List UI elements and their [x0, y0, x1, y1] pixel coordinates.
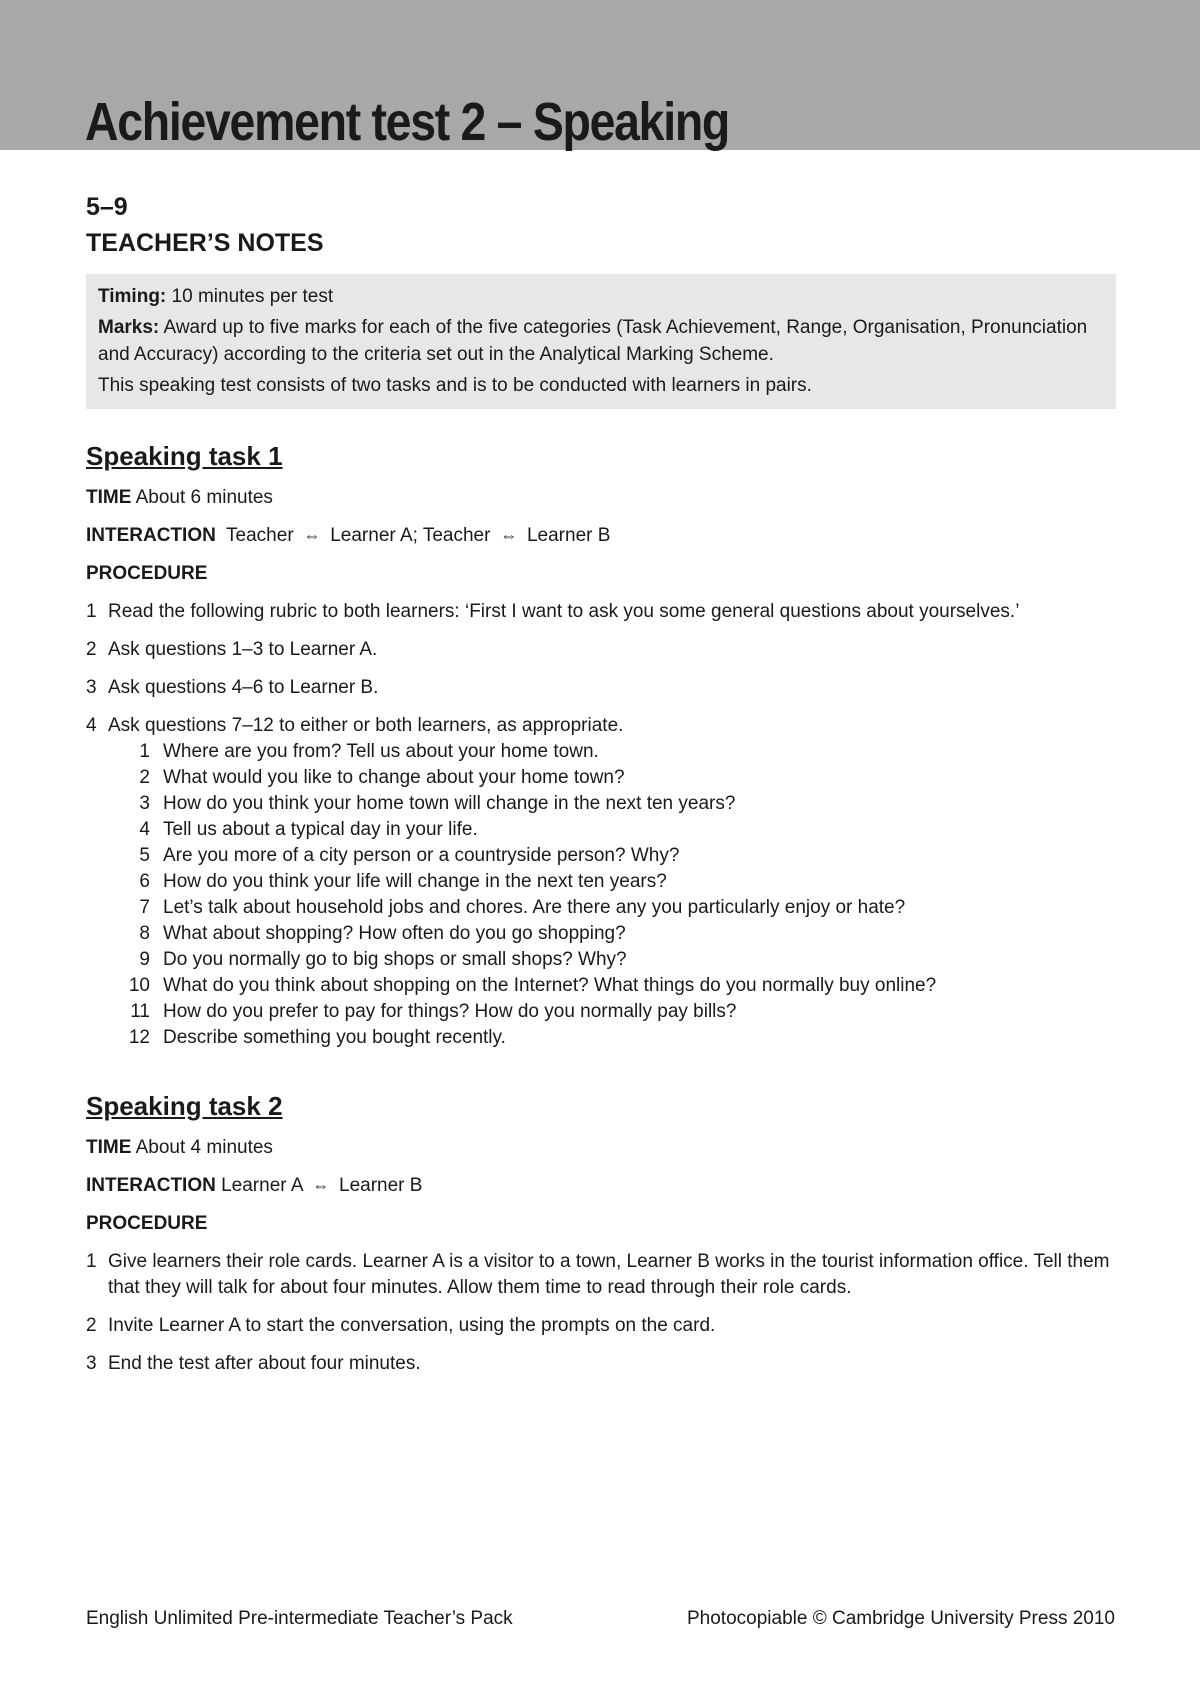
- procedure-step: [86, 637, 1116, 663]
- question-item: [108, 1025, 1116, 1051]
- question-text: Tell us about a typical day in your life.: [163, 819, 478, 840]
- question-list: [108, 739, 1116, 1051]
- question-item: [108, 895, 1116, 921]
- question-text: How do you think your life will change in the next ten years?: [163, 871, 667, 892]
- interaction-party: Teacher: [226, 525, 294, 546]
- question-text: How do you think your home town will change in the next ten years?: [163, 793, 736, 814]
- double-arrow-icon: ⇔: [500, 526, 518, 545]
- step-number: 1: [86, 1251, 97, 1272]
- procedure-step: [86, 1313, 1116, 1339]
- question-text: Do you normally go to big shops or small shops? Why?: [163, 949, 627, 970]
- procedure-label: PROCEDURE: [86, 1213, 208, 1234]
- question-item: [108, 765, 1116, 791]
- time-label: TIME: [86, 1137, 132, 1158]
- time-value: About 6 minutes: [135, 487, 273, 508]
- procedure-step: [86, 599, 1116, 625]
- page-title: Achievement test 2 – Speaking: [85, 92, 729, 152]
- question-number: 2: [139, 767, 150, 788]
- question-text: Are you more of a city person or a countryside person? Why?: [163, 845, 680, 866]
- marks-line: [98, 314, 1104, 368]
- interaction-label: INTERACTION: [86, 1175, 216, 1196]
- step-text: Ask questions 7–12 to either or both learners, as appropriate.: [108, 715, 624, 736]
- question-number: 9: [139, 949, 150, 970]
- pairs-note: This speaking test consists of two tasks and is to be conducted with learners in pairs.: [98, 375, 812, 396]
- task2-heading: Speaking task 2: [86, 1091, 283, 1121]
- interaction-party: Learner B: [526, 525, 611, 546]
- question-number: 8: [139, 923, 150, 944]
- question-item: [108, 739, 1116, 765]
- task2-time: [86, 1135, 1116, 1161]
- double-arrow-icon: ⇔: [303, 526, 321, 545]
- teachers-notes-title: TEACHER’S NOTES: [86, 229, 324, 257]
- question-text: What do you think about shopping on the Internet? What things do you normally buy online?: [163, 975, 937, 996]
- question-item: [108, 947, 1116, 973]
- interaction-party: Learner B: [339, 1175, 423, 1196]
- procedure-step: [86, 1351, 1116, 1377]
- question-item: [108, 973, 1116, 999]
- double-arrow-icon: ⇔: [312, 1176, 330, 1195]
- unit-range: 5–9: [86, 193, 128, 221]
- question-item: [108, 791, 1116, 817]
- question-number: 5: [139, 845, 150, 866]
- question-item: [108, 999, 1116, 1025]
- task1-interaction: [86, 523, 1116, 549]
- main-content: [86, 190, 1116, 1389]
- interaction-party: Learner A; Teacher: [330, 525, 491, 546]
- question-item: [108, 843, 1116, 869]
- question-number: 10: [128, 975, 150, 996]
- step-text: Give learners their role cards. Learner A is a visitor to a town, Learner B works in the tourist information office. Tell them that they will talk for about four minutes. Allow them time to read through their role cards.: [108, 1251, 1110, 1298]
- question-number: 12: [128, 1027, 150, 1048]
- step-text: Ask questions 4–6 to Learner B.: [108, 677, 379, 698]
- step-number: 1: [86, 601, 97, 622]
- question-number: 6: [139, 871, 150, 892]
- procedure-label: PROCEDURE: [86, 563, 208, 584]
- marks-label: Marks:: [98, 317, 160, 338]
- procedure-step: [86, 713, 1116, 1051]
- step-text: Read the following rubric to both learners: ‘First I want to ask you some general questions about yourselves.’: [108, 601, 1020, 622]
- question-number: 4: [139, 819, 150, 840]
- question-number: 7: [139, 897, 150, 918]
- question-text: Let’s talk about household jobs and chores. Are there any you particularly enjoy or hate?: [163, 897, 906, 918]
- footer-copyright: Photocopiable © Cambridge University Press 2010: [687, 1608, 1115, 1629]
- question-text: What would you like to change about your home town?: [163, 767, 625, 788]
- step-text: Ask questions 1–3 to Learner A.: [108, 639, 378, 660]
- interaction-party: Learner A: [221, 1175, 303, 1196]
- task1-steps: [86, 599, 1116, 1051]
- notes-box: [86, 274, 1116, 409]
- task2-interaction: [86, 1173, 1116, 1199]
- time-value: About 4 minutes: [135, 1137, 273, 1158]
- time-label: TIME: [86, 487, 132, 508]
- question-item: [108, 869, 1116, 895]
- question-item: [108, 921, 1116, 947]
- task1-time: [86, 485, 1116, 511]
- question-number: 3: [139, 793, 150, 814]
- step-number: 3: [86, 1353, 97, 1374]
- task2-steps: [86, 1249, 1116, 1377]
- step-text: End the test after about four minutes.: [108, 1353, 421, 1374]
- question-text: Where are you from? Tell us about your home town.: [163, 741, 599, 762]
- footer-publication: English Unlimited Pre-intermediate Teacher’s Pack: [86, 1608, 513, 1629]
- step-number: 2: [86, 1315, 97, 1336]
- step-number: 4: [86, 715, 97, 736]
- question-number: 11: [130, 1001, 150, 1022]
- question-item: [108, 817, 1116, 843]
- timing-label: Timing:: [98, 286, 167, 307]
- step-number: 3: [86, 677, 97, 698]
- marks-text: Award up to five marks for each of the five categories (Task Achievement, Range, Organisation, Pronunciation and Accuracy) according to the criteria set out in the Analytical Marking Scheme.: [98, 317, 1088, 365]
- task1-heading: Speaking task 1: [86, 441, 283, 471]
- procedure-step: [86, 675, 1116, 701]
- interaction-label: INTERACTION: [86, 525, 216, 546]
- timing-line: [98, 283, 1104, 310]
- procedure-step: [86, 1249, 1116, 1301]
- step-number: 2: [86, 639, 97, 660]
- question-text: How do you prefer to pay for things? How do you normally pay bills?: [163, 1001, 737, 1022]
- question-number: 1: [139, 741, 150, 762]
- question-text: What about shopping? How often do you go shopping?: [163, 923, 626, 944]
- step-text: Invite Learner A to start the conversation, using the prompts on the card.: [108, 1315, 716, 1336]
- question-text: Describe something you bought recently.: [163, 1027, 506, 1048]
- timing-text: 10 minutes per test: [171, 286, 334, 307]
